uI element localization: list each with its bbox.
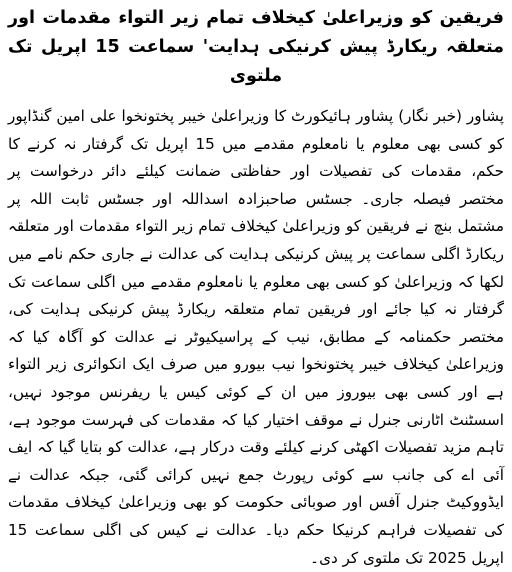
article-headline: فریقین کو وزیراعلیٰ کیخلاف تمام زیر التواء مقدمات اور متعلقہ ریکارڈ پیش کرنیکی ہدایت' سماعت 15 اپریل تک ملتوی (8, 8, 504, 86)
article-body: پشاور (خبر نگار) پشاور ہائیکورٹ کا وزیراعلیٰ خیبر پختونخوا علی امین گنڈاپور کو کسی بھی معلوم یا نامعلوم مقدمے میں 15 اپریل تک گرفتار نہ کرنے کا حکم، مقدمات کی تفصیلات اور حفاظتی ضمانت کیلئے دائر درخواست پر مختصر فیصلہ جاری۔ جسٹس صاحبزادہ اسداللہ اور جسٹس ثابت اللہ پر مشتمل بنچ نے فریقین کو وزیراعلیٰ کیخلاف تمام زیر التواء مقدمات اور متعلقہ ریکارڈ اگلی سماعت پر پیش کرنیکی ہدایت کی عدالت نے جاری حکم نامے میں لکھا کہ وزیراعلیٰ کو کسی بھی معلوم یا نامعلوم مقدمے میں اگلی سماعت تک گرفتار نہ کیا جائے اور فریقین تمام متعلقہ ریکارڈ پیش کرنیکی ہدایت کی، مختصر حکمنامہ کے مطابق، نیب کے پراسیکیوٹر نے عدالت کو آگاہ کیا کہ وزیراعلیٰ کیخلاف خیبر پختونخوا نیب بیورو میں صرف ایک انکوائری زیر التواء ہے اور کسی بھی بیوروز میں ان کے کوئی کیس یا ریفرنس موجود نہیں، اسسٹنٹ اٹارنی جنرل نے موقف اختیار کیا کہ مقدمات کی فہرست موجود ہے، تاہم مزید تفصیلات اکھٹی کرنے کیلئے وقت درکار ہے، عدالت کو بتایا گیا کہ ایف آئی اے کی جانب سے کوئی رپورٹ جمع نہیں کرائی گئی، جبکہ عدالت نے ایڈووکیٹ جنرل آفس اور صوبائی حکومت کو بھی وزیراعلیٰ کیخلاف مقدمات کی تفصیلات فراہم کرنیکا حکم دیا۔ عدالت نے کیس کی اگلی سماعت 15 اپریل 2025 تک ملتوی کر دی۔ (8, 107, 505, 567)
